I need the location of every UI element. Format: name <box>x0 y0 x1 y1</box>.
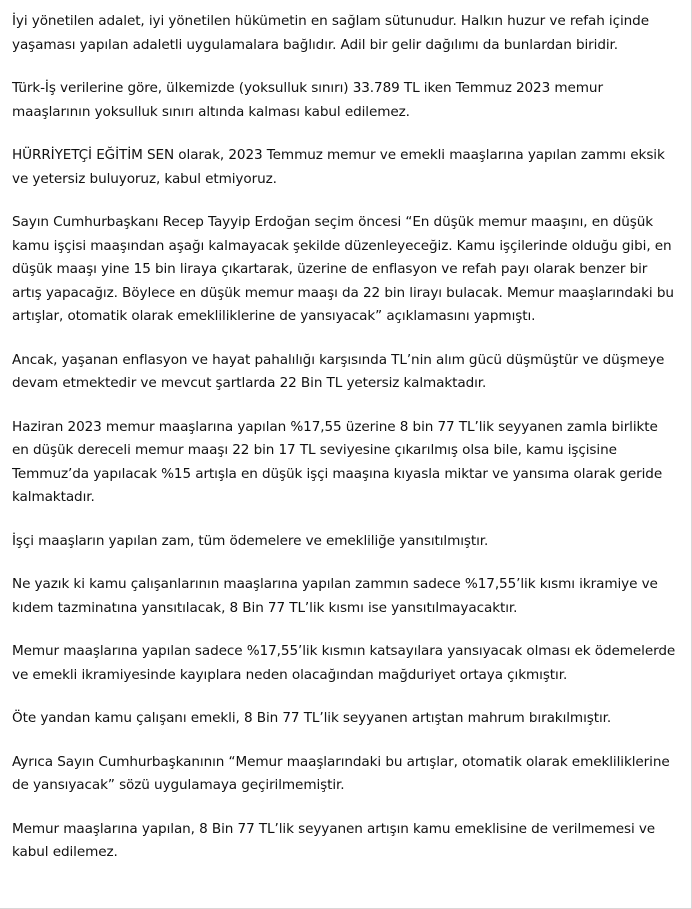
paragraph-9: Memur maaşlarına yapılan sadece %17,55’lik kısmın katsayılara yansıyacak olması ek ödemelerde ve emekli ikramiyesinde kayıplara neden olacağından mağduriyet ortaya çıkmıştır. <box>12 643 676 683</box>
paragraph-1: İyi yönetilen adalet, iyi yönetilen hükümetin en sağlam sütunudur. Halkın huzur ve refah içinde yaşaması yapılan adaletli uygulamalara bağlıdır. Adil bir gelir dağılımı da bunlardan biridir. <box>12 13 649 53</box>
paragraph-10: Öte yandan kamu çalışanı emekli, 8 Bin 77 TL’lik seyyanen artıştan mahrum bırakılmıştır. <box>12 710 612 726</box>
paragraph-4: Sayın Cumhurbaşkanı Recep Tayyip Erdoğan seçim öncesi “En düşük memur maaşını, en düşük kamu işçisi maaşından aşağı kalmayacak şekilde düzenleyeceğiz. Kamu işçilerinde olduğu gibi, en düşük maaşı yine 15 bin liraya çıkartarak, üzerine de enflasyon ve refah payı olarak benzer bir artış yapacağız. Böylece en düşük memur maaşı da 22 bin lirayı bulacak. Memur maaşlarındaki bu artışlar, otomatik olarak emekliliklerine de yansıyacak” açıklamasını yapmıştı. <box>12 214 674 324</box>
paragraph-11: Ayrıca Sayın Cumhurbaşkanının “Memur maaşlarındaki bu artışlar, otomatik olarak emekliliklerine de yansıyacak” sözü uygulamaya geçirilmemiştir. <box>12 753 670 793</box>
paragraph-7: İşçi maaşların yapılan zam, tüm ödemelere ve emekliliğe yansıtılmıştır. <box>12 532 489 549</box>
paragraph-5: Ancak, yaşanan enflasyon ve hayat pahalılığı karşısında TL’nin alım gücü düşmüştür ve düşmeye devam etmektedir ve mevcut şartlarda 22 Bin TL yetersiz kalmaktadır. <box>12 351 665 391</box>
paragraph-6: Haziran 2023 memur maaşlarına yapılan %17,55 üzerine 8 bin 77 TL’lik seyyanen zamla birlikte en düşük dereceli memur maaşı 22 bin 17 TL seviyesine çıkarılmış olsa bile, kamu işçisine Temmuz’da yapılacak %15 artışla en düşük işçi maaşına kıyasla miktar ve yansıma olarak geride kalmaktadır. <box>12 418 663 505</box>
paragraph-3: HÜRRİYETÇİ EĞİTİM SEN olarak, 2023 Temmuz memur ve emekli maaşlarına yapılan zammı eksik ve yetersiz buluyoruz, kabul etmiyoruz. <box>12 147 665 187</box>
paragraph-8: Ne yazık ki kamu çalışanlarının maaşlarına yapılan zammın sadece %17,55’lik kısmı ikramiye ve kıdem tazminatına yansıtılacak, 8 Bin 77 TL’lik kısmı ise yansıtılmayacaktır. <box>12 576 658 616</box>
paragraph-2: Türk-İş verilerine göre, ülkemizde (yoksulluk sınırı) 33.789 TL iken Temmuz 2023 memur maaşlarının yoksulluk sınırı altında kalması kabul edilemez. <box>12 80 603 120</box>
paragraph-12: Memur maaşlarına yapılan, 8 Bin 77 TL’lik seyyanen artışın kamu emeklisine de verilmemesi ve kabul edilemez. <box>12 820 656 860</box>
